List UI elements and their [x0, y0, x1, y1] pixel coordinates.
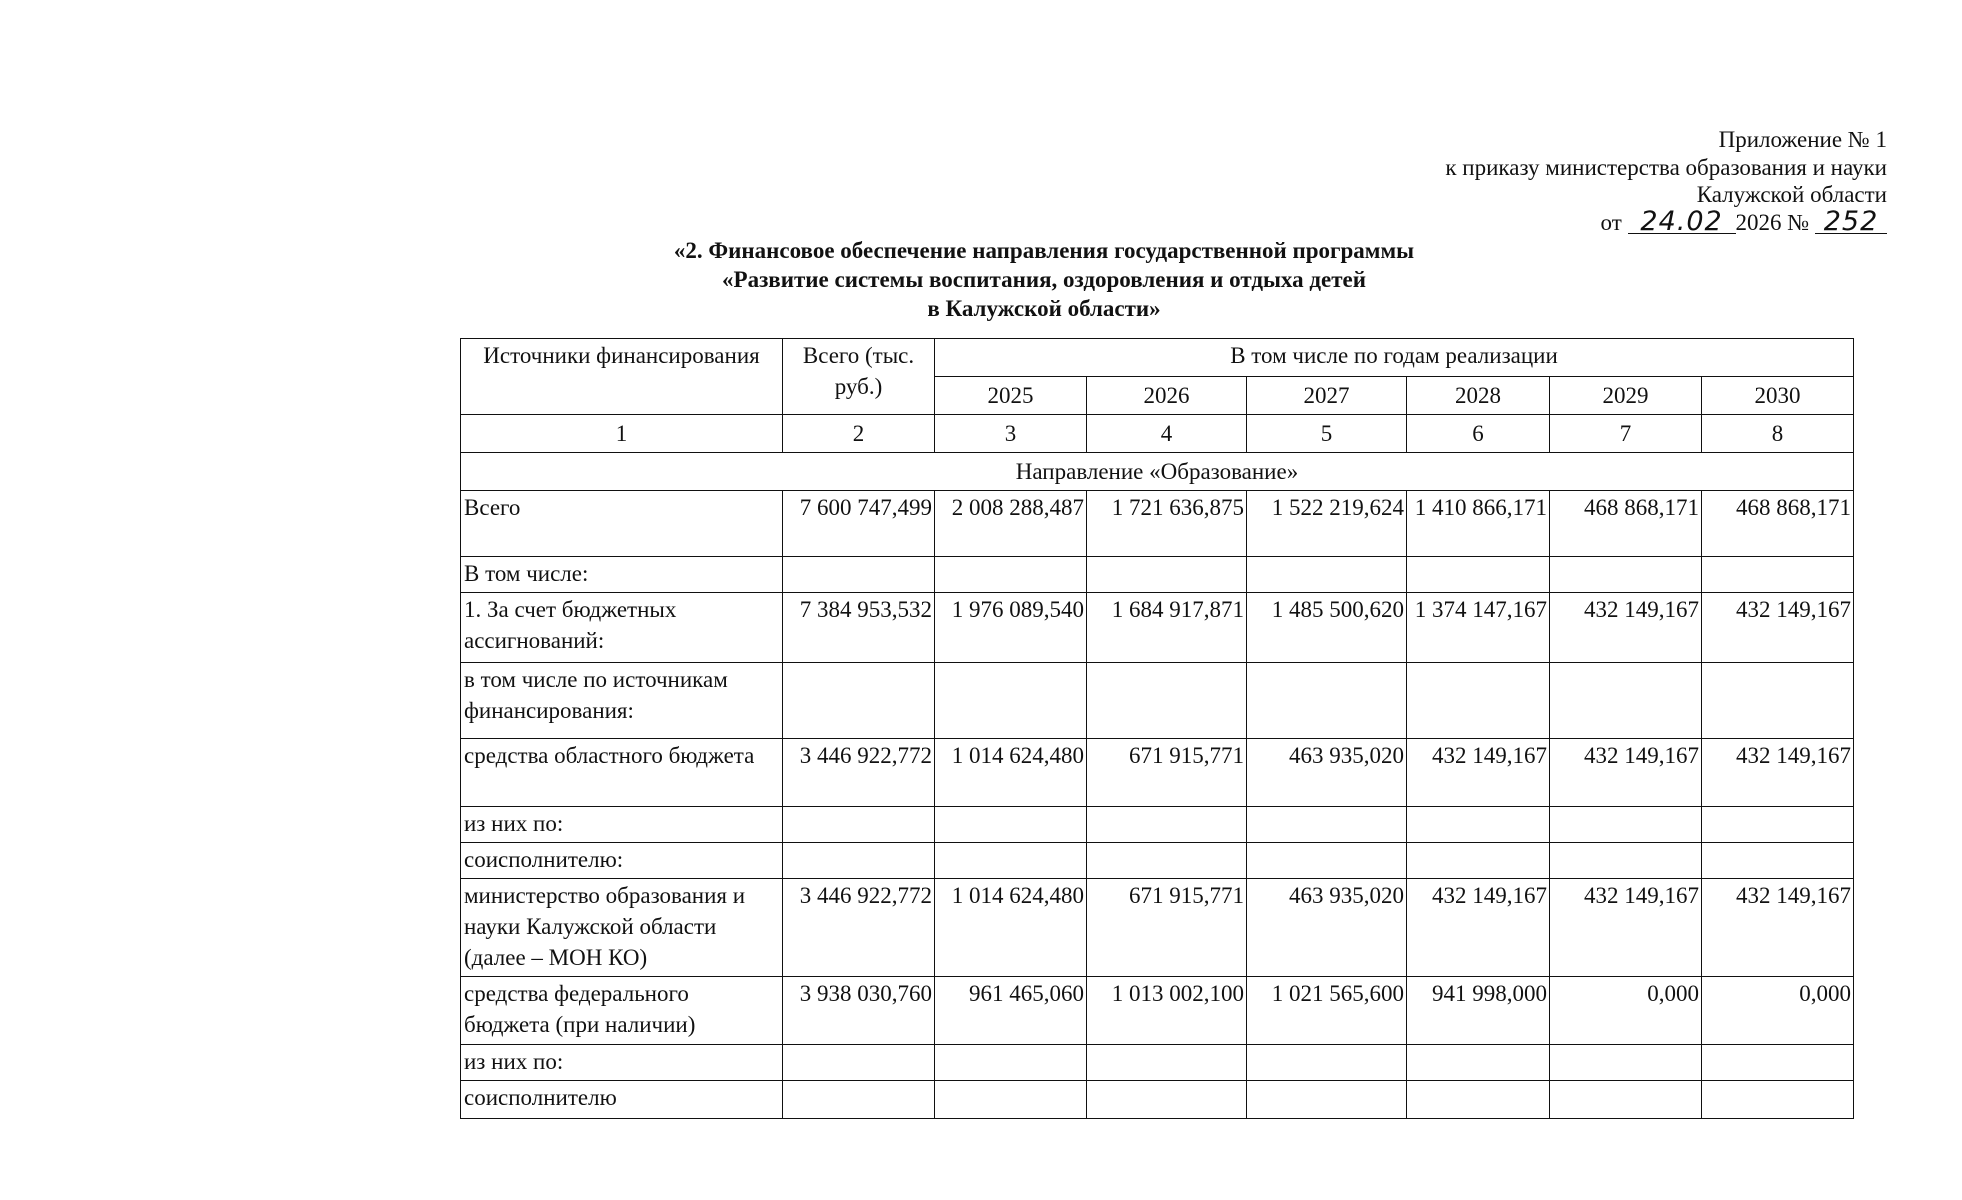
table-row — [461, 739, 1854, 807]
value-cell: 941 998,000 — [1407, 977, 1550, 1045]
col-number: 7 — [1550, 415, 1702, 453]
col-number: 8 — [1702, 415, 1854, 453]
value-cell: 3 938 030,760 — [783, 977, 935, 1045]
col-number: 5 — [1247, 415, 1407, 453]
value-cell — [935, 843, 1087, 879]
header-total: Всего (тыс. руб.) — [783, 339, 935, 415]
value-cell — [1407, 1081, 1550, 1119]
value-cell — [1702, 807, 1854, 843]
value-cell — [783, 1045, 935, 1081]
col-number: 4 — [1087, 415, 1247, 453]
value-cell: 1 014 624,480 — [935, 739, 1087, 807]
row-label: средства областного бюджета — [461, 739, 783, 807]
value-cell — [1702, 843, 1854, 879]
handwritten-date: 24.02 — [1628, 211, 1736, 234]
table-row — [461, 879, 1854, 977]
value-cell: 463 935,020 — [1247, 879, 1407, 977]
table-body — [461, 453, 1854, 1119]
value-cell — [1407, 663, 1550, 739]
header-year: 2030 — [1702, 377, 1854, 415]
header-sources: Источники финансирования — [461, 339, 783, 415]
title-line-3: в Калужской области» — [927, 296, 1161, 321]
value-cell — [1550, 1081, 1702, 1119]
value-cell: 2 008 288,487 — [935, 491, 1087, 557]
row-label: министерство образования и науки Калужской области (далее – МОН КО) — [461, 879, 783, 977]
value-cell — [1087, 557, 1247, 593]
value-cell — [1550, 843, 1702, 879]
header-year: 2028 — [1407, 377, 1550, 415]
table-row — [461, 977, 1854, 1045]
row-label: В том числе: — [461, 557, 783, 593]
value-cell: 1 014 624,480 — [935, 879, 1087, 977]
value-cell — [1247, 557, 1407, 593]
appendix-line-1: Приложение № 1 — [1718, 127, 1887, 152]
row-label: из них по: — [461, 1045, 783, 1081]
value-cell: 432 149,167 — [1702, 879, 1854, 977]
value-cell: 432 149,167 — [1407, 739, 1550, 807]
header-year: 2029 — [1550, 377, 1702, 415]
value-cell: 0,000 — [1550, 977, 1702, 1045]
value-cell — [783, 807, 935, 843]
value-cell — [935, 807, 1087, 843]
row-label: из них по: — [461, 807, 783, 843]
value-cell — [1407, 843, 1550, 879]
value-cell — [1087, 1045, 1247, 1081]
value-cell — [1550, 807, 1702, 843]
value-cell: 1 410 866,171 — [1407, 491, 1550, 557]
value-cell — [1087, 1081, 1247, 1119]
value-cell — [1550, 1045, 1702, 1081]
col-number: 3 — [935, 415, 1087, 453]
order-date-line — [1445, 205, 1887, 237]
value-cell: 1 684 917,871 — [1087, 593, 1247, 663]
value-cell — [1247, 843, 1407, 879]
document-title — [0, 236, 1962, 323]
row-label: Всего — [461, 491, 783, 557]
value-cell — [1407, 1045, 1550, 1081]
value-cell: 432 149,167 — [1550, 739, 1702, 807]
header-year: 2027 — [1247, 377, 1407, 415]
value-cell — [783, 557, 935, 593]
table-row — [461, 663, 1854, 739]
value-cell: 7 384 953,532 — [783, 593, 935, 663]
value-cell — [783, 843, 935, 879]
value-cell — [1087, 663, 1247, 739]
col-number: 1 — [461, 415, 783, 453]
value-cell: 432 149,167 — [1550, 593, 1702, 663]
value-cell — [1702, 1045, 1854, 1081]
value-cell — [1087, 807, 1247, 843]
value-cell: 961 465,060 — [935, 977, 1087, 1045]
col-number: 2 — [783, 415, 935, 453]
value-cell — [1702, 557, 1854, 593]
value-cell — [783, 1081, 935, 1119]
value-cell: 432 149,167 — [1550, 879, 1702, 977]
value-cell — [1407, 557, 1550, 593]
value-cell — [1247, 1045, 1407, 1081]
value-cell: 1 013 002,100 — [1087, 977, 1247, 1045]
table-row — [461, 1045, 1854, 1081]
value-cell — [1247, 807, 1407, 843]
row-label: соисполнителю: — [461, 843, 783, 879]
table-row — [461, 491, 1854, 557]
row-label: средства федерального бюджета (при наличии) — [461, 977, 783, 1045]
table-row — [461, 593, 1854, 663]
value-cell: 3 446 922,772 — [783, 879, 935, 977]
row-label: соисполнителю — [461, 1081, 783, 1119]
value-cell: 468 868,171 — [1550, 491, 1702, 557]
value-cell — [935, 1045, 1087, 1081]
section-heading: Направление «Образование» — [461, 453, 1854, 491]
value-cell: 468 868,171 — [1702, 491, 1854, 557]
value-cell — [783, 663, 935, 739]
value-cell: 463 935,020 — [1247, 739, 1407, 807]
value-cell — [1550, 557, 1702, 593]
title-line-2: «Развитие системы воспитания, оздоровления и отдыха детей — [722, 267, 1366, 292]
value-cell: 1 522 219,624 — [1247, 491, 1407, 557]
value-cell: 7 600 747,499 — [783, 491, 935, 557]
row-label: 1. За счет бюджетных ассигнований: — [461, 593, 783, 663]
table-row — [461, 557, 1854, 593]
appendix-line-3: Калужской области — [1696, 182, 1887, 207]
date-prefix: от — [1600, 209, 1622, 235]
value-cell — [935, 663, 1087, 739]
value-cell: 1 485 500,620 — [1247, 593, 1407, 663]
value-cell: 432 149,167 — [1702, 739, 1854, 807]
value-cell: 1 374 147,167 — [1407, 593, 1550, 663]
value-cell — [1247, 1081, 1407, 1119]
value-cell: 671 915,771 — [1087, 739, 1247, 807]
value-cell: 1 976 089,540 — [935, 593, 1087, 663]
value-cell: 432 149,167 — [1407, 879, 1550, 977]
value-cell — [1407, 807, 1550, 843]
value-cell — [1087, 843, 1247, 879]
value-cell: 0,000 — [1702, 977, 1854, 1045]
value-cell — [1247, 663, 1407, 739]
value-cell — [1702, 1081, 1854, 1119]
col-number: 6 — [1407, 415, 1550, 453]
header-row-col-numbers — [461, 415, 1854, 453]
value-cell: 1 021 565,600 — [1247, 977, 1407, 1045]
header-year: 2026 — [1087, 377, 1247, 415]
header-year: 2025 — [935, 377, 1087, 415]
appendix-line-2: к приказу министерства образования и науки — [1445, 154, 1887, 180]
section-row — [461, 453, 1854, 491]
row-label: в том числе по источникам финансирования: — [461, 663, 783, 739]
value-cell — [935, 557, 1087, 593]
header-by-years: В том числе по годам реализации — [935, 339, 1854, 377]
financing-table — [460, 338, 1854, 1119]
handwritten-order-number: 252 — [1815, 211, 1887, 234]
header-row-1 — [461, 339, 1854, 377]
value-cell — [1550, 663, 1702, 739]
order-year: 2026 № — [1735, 209, 1810, 235]
title-line-1: «2. Финансовое обеспечение направления государственной программы — [673, 238, 1415, 263]
table-row — [461, 1081, 1854, 1119]
table-row — [461, 843, 1854, 879]
value-cell: 3 446 922,772 — [783, 739, 935, 807]
value-cell — [1702, 663, 1854, 739]
value-cell: 671 915,771 — [1087, 879, 1247, 977]
table-row — [461, 807, 1854, 843]
value-cell: 432 149,167 — [1702, 593, 1854, 663]
value-cell: 1 721 636,875 — [1087, 491, 1247, 557]
value-cell — [935, 1081, 1087, 1119]
appendix-block — [1445, 126, 1887, 236]
